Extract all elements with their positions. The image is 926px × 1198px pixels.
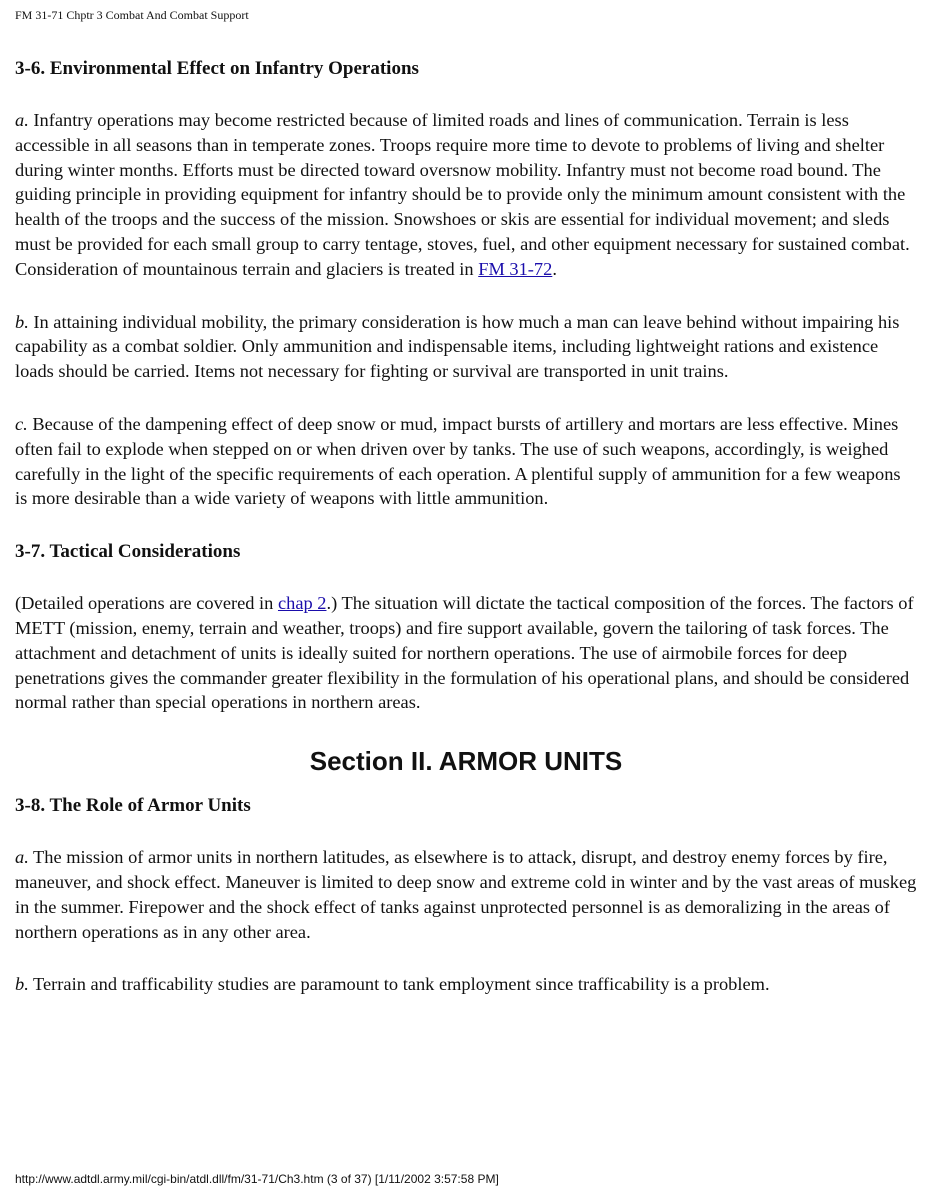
para-letter: b.	[15, 974, 29, 995]
para-letter: a.	[15, 110, 29, 130]
para-text: In attaining individual mobility, the primary consideration is how much a man can leave behind without impairing his capability as a combat soldier. Only ammunition and indispensable items, including lightweight rations and existence loads should be carried. Items not necessary for fighting or survival are transported in unit trains.	[15, 311, 900, 382]
paragraph-3-7	[15, 591, 917, 715]
para-text-end: .) The situation will dictate the tactical composition of the forces. The factors of METT (mission, enemy, terrain and weather, troops) and fire support available, govern the tailoring of task forces. The attachment and detachment of units is ideally suited for northern operations. The use of airmobile forces for deep penetrations gives the commander greater flexibility in the formulation of his operational plans, and should be considered normal rather than special operations in northern areas.	[15, 593, 914, 713]
paragraph-3-6-b	[15, 310, 917, 384]
para-text-end: .	[552, 258, 557, 279]
paragraph-3-6-a	[15, 108, 917, 282]
para-text: Because of the dampening effect of deep snow or mud, impact bursts of artillery and mortars are less effective. Mines often fail to explode when stepped on or when driven over by tanks. The use of such weapons, accordingly, is weighed carefully in the light of the specific requirements of each operation. A plentiful supply of ammunition for a few weapons is more desirable than a wide variety of weapons with little ammunition.	[15, 413, 901, 509]
section-title: Section II. ARMOR UNITS	[309, 746, 623, 777]
para-letter: b.	[15, 311, 29, 332]
paragraph-3-8-a	[15, 845, 917, 944]
para-text: The mission of armor units in northern latitudes, as elsewhere is to attack, disrupt, and destroy enemy forces by fire, maneuver, and shock effect. Maneuver is limited to deep snow and extreme cold in winter and by the vast areas of muskeg in the summer. Firepower and the shock effect of tanks against unprotected personnel is as demoralizing in the areas of northern operations as in any other area.	[15, 847, 917, 942]
heading-3-8: 3-8. The Role of Armor Units	[15, 795, 251, 817]
link-fm-31-72[interactable]: FM 31-72	[478, 258, 553, 279]
para-letter: a.	[15, 847, 29, 868]
running-header: FM 31-71 Chptr 3 Combat And Combat Support	[15, 8, 249, 22]
document-body	[15, 56, 917, 997]
para-text: (Detailed operations are covered in	[15, 593, 278, 614]
paragraph-3-6-c	[15, 412, 917, 511]
para-letter: c.	[15, 413, 28, 434]
para-text: Terrain and trafficability studies are paramount to tank employment since trafficability is a problem.	[28, 974, 770, 995]
para-text: Infantry operations may become restricted because of limited roads and lines of communication. Terrain is less accessible in all seasons than in temperate zones. Troops require more time to devote to problems of living and shelter during winter months. Efforts must be directed toward oversnow mobility. Infantry must not become road bound. The guiding principle in providing equipment for infantry should be to provide only the minimum amount consistent with the health of the troops and the success of the mission. Snowshoes or skis are essential for individual movement; and sleds must be provided for each small group to carry tentage, stoves, fuel, and other equipment necessary for sustained combat. Consideration of mountainous terrain and glaciers is treated in	[15, 110, 910, 279]
heading-3-7: 3-7. Tactical Considerations	[15, 541, 241, 563]
heading-3-6: 3-6. Environmental Effect on Infantry Operations	[15, 58, 419, 79]
page-footer-url: http://www.adtdl.army.mil/cgi-bin/atdl.dll/fm/31-71/Ch3.htm (3 of 37) [1/11/2002 3:57:58 PM]	[15, 1172, 499, 1186]
link-chap-2[interactable]: chap 2	[277, 593, 327, 614]
paragraph-3-8-b	[15, 972, 917, 997]
